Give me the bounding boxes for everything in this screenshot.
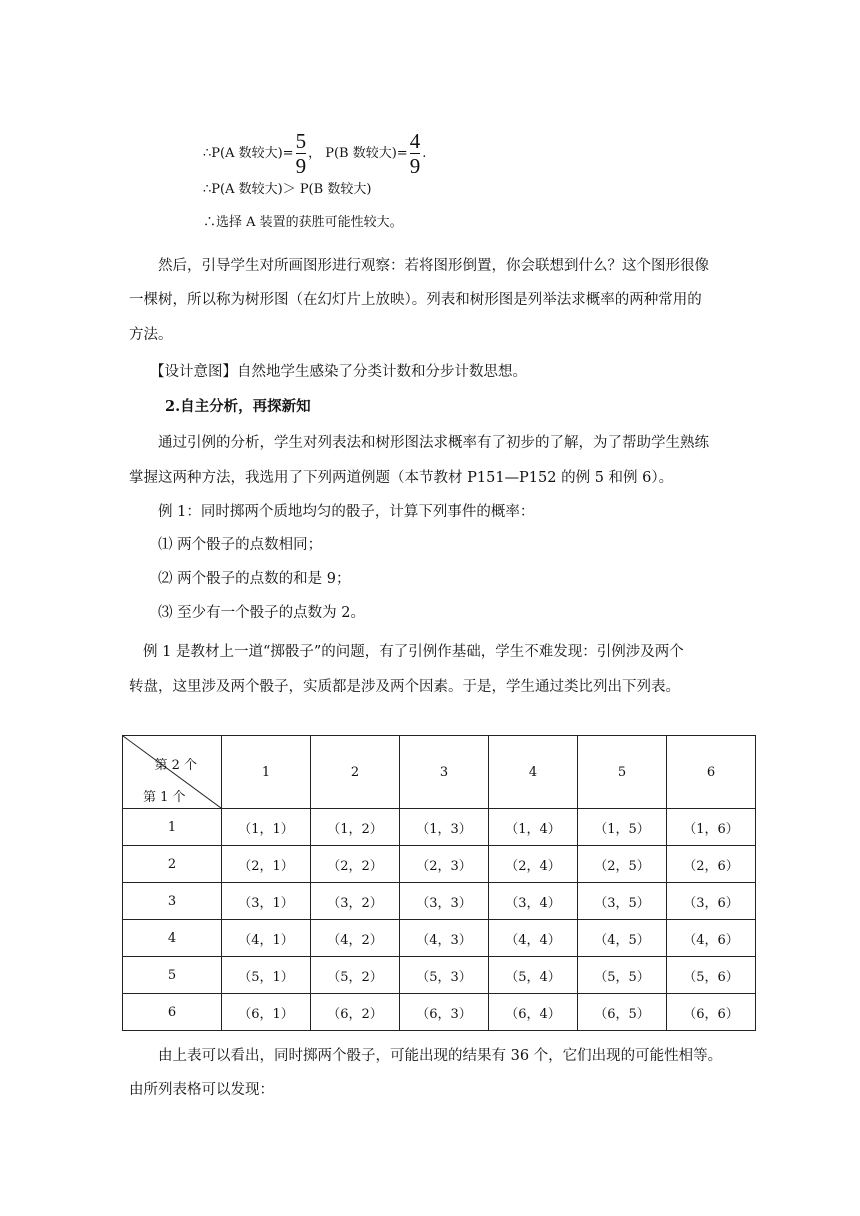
- table-cell: （3，2）: [311, 883, 400, 920]
- table-cell: （4，2）: [311, 920, 400, 957]
- table-cell: （6，4）: [489, 994, 578, 1031]
- table-cell: （5，2）: [311, 957, 400, 994]
- table-row: [123, 920, 756, 957]
- column-header: 4: [489, 736, 578, 809]
- table-cell: （5，6）: [667, 957, 756, 994]
- table-row: [123, 994, 756, 1031]
- table-cell: （4，5）: [578, 920, 667, 957]
- row-header: 5: [123, 957, 222, 994]
- table-header-row: [123, 736, 756, 809]
- table-cell: （4，3）: [400, 920, 489, 957]
- table-cell: （5，5）: [578, 957, 667, 994]
- table-cell: （4，6）: [667, 920, 756, 957]
- table-cell: （2，1）: [222, 846, 311, 883]
- table-cell: （1，4）: [489, 809, 578, 846]
- row-header: 6: [123, 994, 222, 1031]
- list-item: ⑵ 两个骰子的点数的和是 9；: [158, 571, 351, 587]
- column-header: 5: [578, 736, 667, 809]
- table-corner-cell: [123, 736, 222, 809]
- fraction-b-denominator: 9: [409, 154, 421, 178]
- fraction-a-numerator: 5: [295, 129, 307, 153]
- table-cell: （2，2）: [311, 846, 400, 883]
- table-cell: （4，1）: [222, 920, 311, 957]
- table-cell: （3，3）: [400, 883, 489, 920]
- table-cell: （3，5）: [578, 883, 667, 920]
- column-header: 6: [667, 736, 756, 809]
- table-cell: （1，3）: [400, 809, 489, 846]
- table-cell: （1，5）: [578, 809, 667, 846]
- table-cell: （2，3）: [400, 846, 489, 883]
- table-row: [123, 846, 756, 883]
- table-cell: （5，4）: [489, 957, 578, 994]
- table-cell: （6，6）: [667, 994, 756, 1031]
- table-cell: （2，4）: [489, 846, 578, 883]
- row-header: 2: [123, 846, 222, 883]
- paragraph-line: 由上表可以看出，同时掷两个骰子，可能出现的结果有 36 个，它们出现的可能性相等。: [158, 1048, 723, 1064]
- table-row: [123, 957, 756, 994]
- paragraph-line: 一棵树，所以称为树形图（在幻灯片上放映）。列表和树形图是列举法求概率的两种常用的: [129, 292, 702, 308]
- probability-formula-line: [203, 130, 426, 177]
- paragraph-line: 由所列表格可以发现：: [129, 1082, 274, 1098]
- row-axis-label: 第 1 个: [143, 790, 186, 805]
- design-intent-line: 【设计意图】自然地学生感染了分类计数和分步计数思想。: [150, 364, 527, 380]
- table-cell: （2，6）: [667, 846, 756, 883]
- comparison-line: ∴P(A 数较大)＞ P(B 数较大): [203, 182, 372, 197]
- table-cell: （3，6）: [667, 883, 756, 920]
- table-cell: （6，2）: [311, 994, 400, 1031]
- section-heading: 2.自主分析，再探新知: [165, 398, 311, 415]
- table-cell: （4，4）: [489, 920, 578, 957]
- row-header: 3: [123, 883, 222, 920]
- paragraph-line: 方法。: [129, 327, 173, 343]
- row-header: 1: [123, 809, 222, 846]
- example-line: 例 1：同时掷两个质地均匀的骰子，计算下列事件的概率：: [158, 504, 535, 520]
- list-item: ⑴ 两个骰子的点数相同；: [158, 537, 323, 553]
- table-row: [123, 883, 756, 920]
- table-cell: （2，5）: [578, 846, 667, 883]
- column-header: 3: [400, 736, 489, 809]
- table-cell: （6，5）: [578, 994, 667, 1031]
- column-header: 1: [222, 736, 311, 809]
- paragraph-line: 通过引例的分析，学生对列表法和树形图法求概率有了初步的了解，为了帮助学生熟练: [158, 435, 709, 451]
- dice-outcome-table: [122, 735, 756, 1031]
- column-header: 2: [311, 736, 400, 809]
- formula-end: .: [422, 146, 427, 161]
- paragraph-line: 例 1 是教材上一道“掷骰子”的问题，有了引例作基础，学生不难发现：引例涉及两个: [143, 644, 684, 660]
- paragraph-line: 掌握这两种方法，我选用了下列两道例题（本节教材 P151—P152 的例 5 和例 6）。: [129, 470, 674, 486]
- paragraph-line: 转盘，这里涉及两个骰子，实质都是涉及两个因素。于是，学生通过类比列出下列表。: [129, 679, 680, 695]
- row-header: 4: [123, 920, 222, 957]
- table-cell: （6，1）: [222, 994, 311, 1031]
- column-axis-label: 第 2 个: [154, 758, 197, 773]
- formula-prefix-b: ， P(B 数较大)=: [308, 146, 408, 161]
- conclusion-line: ∴选择 A 装置的获胜可能性较大。: [203, 215, 403, 230]
- table-row: [123, 809, 756, 846]
- paragraph-line: 然后，引导学生对所画图形进行观察：若将图形倒置，你会联想到什么？这个图形很像: [158, 258, 709, 274]
- table-cell: （3，1）: [222, 883, 311, 920]
- fraction-b: [410, 130, 421, 177]
- table-cell: （6，3）: [400, 994, 489, 1031]
- fraction-b-numerator: 4: [409, 129, 421, 153]
- table-cell: （5，3）: [400, 957, 489, 994]
- table-cell: （5，1）: [222, 957, 311, 994]
- list-item: ⑶ 至少有一个骰子的点数为 2。: [158, 605, 365, 621]
- table-cell: （1，1）: [222, 809, 311, 846]
- table-cell: （3，4）: [489, 883, 578, 920]
- table-cell: （1，2）: [311, 809, 400, 846]
- table-cell: （1，6）: [667, 809, 756, 846]
- formula-prefix-a: ∴P(A 数较大)=: [203, 146, 294, 161]
- fraction-a: [296, 130, 307, 177]
- fraction-a-denominator: 9: [295, 154, 307, 178]
